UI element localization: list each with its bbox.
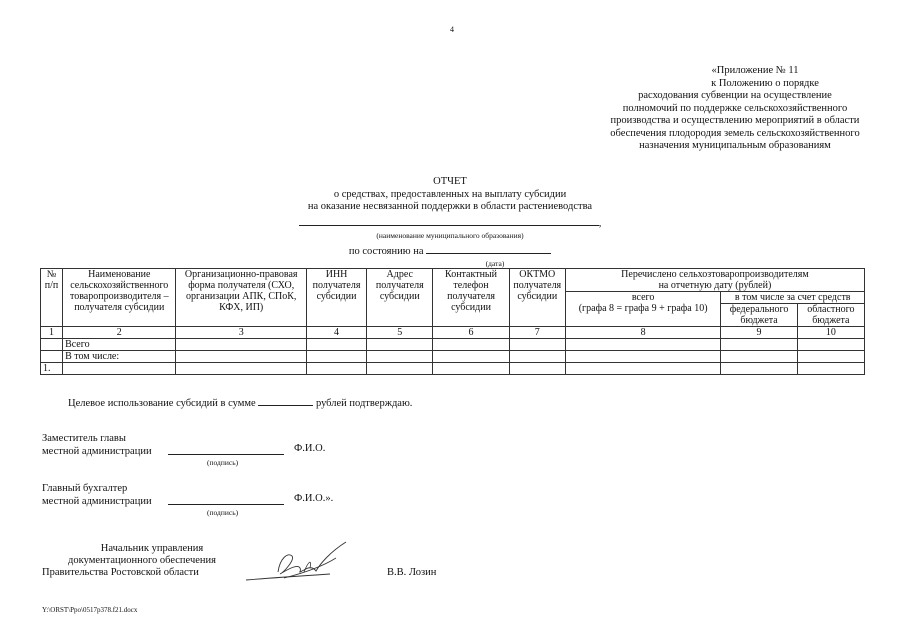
chief-title-3: Правительства Ростовской области <box>42 567 199 578</box>
col-number: 9 <box>721 327 797 339</box>
report-subtitle-1: о средствах, предоставленных на выплату субсидии <box>333 188 567 200</box>
date-hint: (дата) <box>485 259 505 268</box>
appendix-line: назначения муниципальным образованиям <box>639 140 831 151</box>
cell <box>565 339 721 351</box>
accountant-title-1: Главный бухгалтер <box>42 483 128 494</box>
confirm-line <box>68 396 412 409</box>
header-form: Организационно-правовая форма получателя (СХО, организации АПК, СПоК, КФХ, ИП) <box>176 269 306 327</box>
cell <box>433 351 509 363</box>
header-transferred <box>565 269 864 292</box>
header-oktmo: ОКТМО получателя субсидии <box>509 269 565 327</box>
col-number: 4 <box>306 327 366 339</box>
header-total-formula: (графа 8 = графа 9 + графа 10) <box>578 303 708 314</box>
cell <box>721 363 797 375</box>
col-number: 8 <box>565 327 721 339</box>
cell <box>565 351 721 363</box>
header-phone: Контактный телефон получателя субсидии <box>433 269 509 327</box>
deputy-block <box>42 432 152 458</box>
col-number: 6 <box>433 327 509 339</box>
cell <box>721 339 797 351</box>
col-number: 10 <box>797 327 864 339</box>
file-path: Y:\ORST\Ppo\0517p378.f21.docx <box>42 606 138 614</box>
appendix-line: «Приложение № 11 <box>711 65 799 76</box>
chief-block <box>42 543 242 579</box>
appendix-line: полномочий по поддержке сельскохозяйственного <box>622 102 848 114</box>
cell <box>176 363 306 375</box>
accountant-fio: Ф.И.О.». <box>294 493 334 504</box>
report-subtitle-2: на оказание несвязанной поддержки в области растениеводства <box>307 201 593 212</box>
appendix-line: производства и осуществлению мероприятий в области <box>610 115 860 126</box>
cell <box>306 363 366 375</box>
cell <box>721 351 797 363</box>
table-row <box>41 363 865 375</box>
cell <box>797 339 864 351</box>
appendix-line: обеспечения плодородия земель сельскохозяйственного <box>610 127 860 139</box>
report-title: ОТЧЕТ <box>433 176 467 187</box>
col-number: 7 <box>509 327 565 339</box>
header-total <box>565 292 721 327</box>
accountant-signature-line <box>168 493 284 505</box>
col-number: 1 <box>41 327 63 339</box>
col-number: 2 <box>63 327 176 339</box>
appendix-line: расходования субвенции на осуществление <box>638 90 832 101</box>
header-transferred-2: на отчетную дату (рублей) <box>658 280 772 291</box>
as-of-label: по состоянию на <box>348 245 424 257</box>
cell <box>433 339 509 351</box>
row-including-label: В том числе: <box>63 351 176 363</box>
cell <box>509 351 565 363</box>
page-number: 4 <box>450 25 454 34</box>
confirm-text-1: Целевое использование субсидий в сумме <box>68 398 256 409</box>
header-federal: федерального бюджета <box>721 304 797 327</box>
appendix-header <box>590 65 880 153</box>
deputy-signature-hint: (подпись) <box>207 458 239 467</box>
cell <box>509 363 565 375</box>
header-including: в том числе за счет средств <box>721 292 865 304</box>
chief-name: В.В. Лозин <box>387 567 437 578</box>
col-number: 5 <box>367 327 433 339</box>
table-row <box>41 351 865 363</box>
cell <box>797 351 864 363</box>
header-inn: ИНН получателя субсидии <box>306 269 366 327</box>
report-title-block <box>250 176 650 271</box>
accountant-signature-hint: (подпись) <box>207 508 239 517</box>
header-regional: областного бюджета <box>797 304 864 327</box>
header-num: № п/п <box>41 269 63 327</box>
confirm-text-2: рублей подтверждаю. <box>315 398 413 409</box>
handwritten-signature <box>240 538 355 586</box>
appendix-line: к Положению о порядке <box>711 77 819 89</box>
header-total-label: всего <box>631 292 655 303</box>
header-address: Адрес получателя субсидии <box>367 269 433 327</box>
cell <box>433 363 509 375</box>
chief-title-1: Начальник управления <box>100 543 204 554</box>
cell <box>306 339 366 351</box>
deputy-title-2: местной администрации <box>42 446 152 457</box>
header-name: Наименование сельскохозяйственного товаропроизводителя – получателя субсидии <box>63 269 176 327</box>
col-number: 3 <box>176 327 306 339</box>
header-transferred-1: Перечислено сельхозтоваропроизводителям <box>621 269 809 280</box>
cell <box>509 339 565 351</box>
cell <box>306 351 366 363</box>
chief-title-2: документационного обеспечения <box>68 555 216 566</box>
cell <box>797 363 864 375</box>
cell <box>41 351 63 363</box>
cell <box>367 363 433 375</box>
cell <box>367 339 433 351</box>
cell <box>63 363 176 375</box>
row-total-label: Всего <box>63 339 176 351</box>
report-table <box>40 268 865 375</box>
as-of-line <box>250 244 650 259</box>
cell <box>565 363 721 375</box>
municipality-hint: (наименование муниципального образования) <box>376 231 524 240</box>
cell <box>41 339 63 351</box>
accountant-block <box>42 482 152 508</box>
cell <box>367 351 433 363</box>
cell <box>176 339 306 351</box>
table-row <box>41 339 865 351</box>
cell <box>176 351 306 363</box>
row-first-number: 1. <box>41 363 63 375</box>
deputy-fio: Ф.И.О. <box>294 443 326 454</box>
deputy-signature-line <box>168 443 284 455</box>
column-numbers-row <box>41 327 865 339</box>
deputy-title-1: Заместитель главы <box>42 433 126 444</box>
accountant-title-2: местной администрации <box>42 496 152 507</box>
municipality-line <box>250 216 650 231</box>
comma: , <box>598 217 602 229</box>
